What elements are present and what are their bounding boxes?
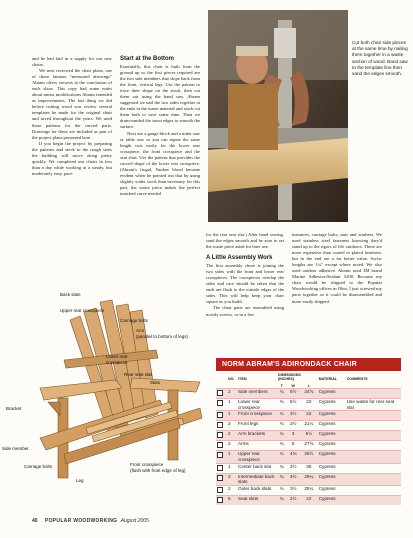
label-bracket: Bracket xyxy=(6,406,22,411)
cell-t: ¾ xyxy=(277,463,286,473)
chair-drawing xyxy=(0,278,210,514)
cell-item: Seat slats xyxy=(237,495,277,505)
checkbox[interactable] xyxy=(216,451,227,463)
cell-no: 2 xyxy=(227,441,237,451)
label-carriage-bolts: Carriage bolts xyxy=(120,318,149,323)
cell-t: ¾ xyxy=(277,431,286,441)
checkbox[interactable] xyxy=(216,485,227,495)
table-row xyxy=(216,431,401,441)
cell-item: Front crosspiece xyxy=(237,411,277,421)
paragraph: and he had laid in a supply for our new chairs. xyxy=(32,56,112,68)
cell-comments xyxy=(346,431,401,441)
col-comments: COMMENTS xyxy=(346,377,368,382)
cell-t: ¾ xyxy=(277,389,286,399)
table-header-row xyxy=(216,371,401,382)
cell-t: ¾ xyxy=(277,473,286,485)
cell-item: Lower rear crosspiece xyxy=(237,399,277,411)
cell-no: 1 xyxy=(227,411,237,421)
checkbox-icon[interactable] xyxy=(217,412,223,418)
checkbox[interactable] xyxy=(216,495,227,505)
label-leg: Leg xyxy=(76,478,84,483)
cell-material: Cypress xyxy=(318,485,346,495)
cell-t: ¾ xyxy=(277,451,286,463)
text-column-2 xyxy=(120,56,200,197)
cell-w: 4¾ xyxy=(286,451,300,463)
chair-exploded-diagram xyxy=(0,278,210,514)
paragraph: for the rear seat slat.) After band sawing, sand the edges smooth and be sure to set the waste piece aside for later use. xyxy=(206,232,284,250)
paragraph: The first assembly chore is joining the two sides with the front and lower rear crosspieces. The crosspieces overlap the sides and care should be taken that the ends are flush to the outside edges of the sides. This will help keep your chair square as you build. xyxy=(206,263,284,305)
cell-l: 34⅝ xyxy=(300,389,318,399)
label-lower-rear: Lower rear xyxy=(106,354,128,359)
cell-l: 22 xyxy=(300,411,318,421)
table-row xyxy=(216,411,401,421)
cell-material: Cypress xyxy=(318,389,346,399)
checkbox-icon[interactable] xyxy=(217,442,223,448)
checkbox[interactable] xyxy=(216,463,227,473)
text-column-4 xyxy=(292,232,382,305)
label-side-member: Side member xyxy=(2,446,29,451)
cell-l: 21¼ xyxy=(300,421,318,431)
cell-no: 2 xyxy=(227,485,237,495)
cell-item: Side members xyxy=(237,389,277,399)
cell-comments xyxy=(346,485,401,495)
cell-no: 1 xyxy=(227,451,237,463)
paragraph: We next reviewed the chair plans, one of those famous “measured drawings” Abram offers viewers at the conclusion of each show. This copy had some notes about minor modifications Abram intended as improvements. The last thing we did before cutting wood was review several templates he made for the original chair and saved throughout the years. We used these patterns for the curved parts. Drawings for these are included as part of the project plans presented here. xyxy=(32,68,112,140)
cell-t: ¾ xyxy=(277,495,286,505)
table-row xyxy=(216,473,401,485)
label-rear-seat-slat: Rear seat slat xyxy=(124,372,152,377)
cell-w: 3½ xyxy=(286,463,300,473)
cell-w: 2½ xyxy=(286,495,300,505)
cell-no: 2 xyxy=(227,421,237,431)
page-number: 40 xyxy=(32,518,38,524)
col-no: NO. xyxy=(228,377,235,382)
cell-material: Cypress xyxy=(318,399,346,411)
issue-date: August 2005 xyxy=(120,518,149,524)
checkbox[interactable] xyxy=(216,399,227,411)
photo-caption: Cut both chair side pieces at the same time by nailing them together in a waste section of wood. Band saw to the template line then sand the edges smooth. xyxy=(352,40,408,77)
cell-comments xyxy=(346,411,401,421)
table-row xyxy=(216,441,401,451)
cell-material: Cypress xyxy=(318,473,346,485)
cell-no: 1 xyxy=(227,399,237,411)
cut-list-table xyxy=(216,371,401,505)
cell-item: Outer back slats xyxy=(237,485,277,495)
cell-t: ¾ xyxy=(277,399,286,411)
label-front-crosspiece-note: (flush with front edge of leg) xyxy=(130,468,186,473)
cell-comments xyxy=(346,451,401,463)
bandsaw-photo xyxy=(208,10,348,222)
cell-l: 22 xyxy=(300,495,318,505)
paragraph: instances, carriage bolts, nuts and washers. We used stainless steel fasteners knowing they'd stand up to the rigors of life outdoors. These are more expensive than coated or plated fasteners, but in the end are a far better value. Screw lengths are 1¼" except where noted. We also used outdoor adhesive. Abram used 3M brand Marine Adhesive/Sealant 5200. Because my chair would be shipped to the Popular Woodworking offices in Ohio, I just screwed my parts together so it could be disassembled and more easily shipped. xyxy=(292,232,382,304)
checkbox-icon[interactable] xyxy=(217,422,223,428)
cell-item: Upper rear crosspiece xyxy=(237,451,277,463)
checkbox[interactable] xyxy=(216,431,227,441)
text-column-1 xyxy=(32,56,112,177)
cell-item: Center back slat xyxy=(237,463,277,473)
label-back-slats: Back slats xyxy=(60,292,81,297)
checkbox-icon[interactable] xyxy=(217,390,223,396)
table-row xyxy=(216,463,401,473)
label-lower-rear-crosspiece: crosspiece xyxy=(106,360,128,365)
paragraph: If you begin the project by preparing the patterns and stock to the rough sizes the building will move along pretty quickly. We completed our chairs in less than a day while working at a steady, but moderately easy, pace. xyxy=(32,140,112,176)
cell-comments xyxy=(346,463,401,473)
text-column-3 xyxy=(206,232,284,318)
cell-comments xyxy=(346,421,401,431)
table-row xyxy=(216,451,401,463)
cell-w: 5½ xyxy=(286,399,300,411)
cell-w: 3½ xyxy=(286,421,300,431)
cell-material: Cypress xyxy=(318,441,346,451)
page-footer xyxy=(32,518,149,524)
cell-l: 35 xyxy=(300,463,318,473)
cell-material: Cypress xyxy=(318,463,346,473)
section-heading: Start at the Bottom xyxy=(120,56,174,62)
cell-material: Cypress xyxy=(318,495,346,505)
table-subheader-row xyxy=(216,382,401,389)
cell-t: ¾ xyxy=(277,411,286,421)
col-item: ITEM xyxy=(238,377,247,382)
cell-w: 5½ xyxy=(286,389,300,399)
checkbox-icon[interactable] xyxy=(217,400,223,406)
col-t: T xyxy=(280,383,283,388)
col-material: MATERIAL xyxy=(318,377,338,382)
section-heading: A Little Assembly Work xyxy=(206,255,273,262)
publication-name: POPULAR WOODWORKING xyxy=(44,518,118,524)
table-row xyxy=(216,495,401,505)
col-l: L xyxy=(307,383,310,388)
cell-no: 2 xyxy=(227,389,237,399)
checkbox-icon[interactable] xyxy=(217,475,223,481)
cell-material: Cypress xyxy=(318,431,346,441)
cell-l: 26½ xyxy=(300,451,318,463)
checkbox[interactable] xyxy=(216,441,227,451)
cell-t: ¾ xyxy=(277,485,286,495)
cell-l: 22 xyxy=(300,399,318,411)
photo-illustration xyxy=(208,10,348,222)
label-front-crosspiece: Front crosspiece xyxy=(130,462,164,467)
cell-w: 3 xyxy=(286,431,300,441)
cut-list xyxy=(216,358,401,505)
cell-t: ¾ xyxy=(277,441,286,451)
checkbox-icon[interactable] xyxy=(217,497,223,503)
col-w: W xyxy=(291,383,295,388)
cell-l: 6½ xyxy=(300,431,318,441)
cell-comments xyxy=(346,495,401,505)
label-upper-rear-crosspiece: Upper rear crosspiece xyxy=(60,308,105,313)
cell-material: Cypress xyxy=(318,421,346,431)
cut-list-title: NORM ABRAM'S ADIRONDACK CHAIR xyxy=(216,358,401,371)
paragraph: The chair parts are assembled using mostly screws, or in a few xyxy=(206,305,284,317)
checkbox[interactable] xyxy=(216,473,227,485)
label-carriage-bolts-lower: Carriage bolts xyxy=(24,464,53,469)
cell-no: 2 xyxy=(227,473,237,485)
cell-comments xyxy=(346,473,401,485)
cell-item: Arms xyxy=(237,441,277,451)
label-arm: Arm xyxy=(136,328,145,333)
paragraph: Essentially, this chair is built from the ground up so the first pieces required are the two side members that slope back from the front, vertical legs. Use the pattern to trace their shape on the stock, then cut them out using the band saw. Abram suggested we nail the two sides together at the ends in the waste material and stack cut them both to save some time. Then we drum-sanded the sawn edges to smooth the surface. xyxy=(120,64,200,130)
checkbox-icon[interactable] xyxy=(217,465,223,471)
cell-item: Arm brackets xyxy=(237,431,277,441)
checkbox-icon[interactable] xyxy=(217,452,223,458)
cell-no: 1 xyxy=(227,463,237,473)
table-row xyxy=(216,421,401,431)
cell-l: 27⅝ xyxy=(300,441,318,451)
cell-l: 29¾ xyxy=(300,473,318,485)
col-dimensions: DIMENSIONS (INCHES) xyxy=(278,373,301,382)
cell-no: 2 xyxy=(227,431,237,441)
cell-w: 3½ xyxy=(286,411,300,421)
cell-comments xyxy=(346,441,401,451)
cell-l: 25¼ xyxy=(300,485,318,495)
cell-comments: Use waste for rear seat slat xyxy=(346,399,401,411)
cell-material: Cypress xyxy=(318,411,346,421)
checkbox-icon[interactable] xyxy=(217,432,223,438)
cell-item: Intermediate back slats xyxy=(237,473,277,485)
checkbox-icon[interactable] xyxy=(217,487,223,493)
table-row xyxy=(216,389,401,399)
cell-no: 5 xyxy=(227,495,237,505)
table-row xyxy=(216,399,401,411)
cell-w: 3½ xyxy=(286,485,300,495)
cell-t: ¾ xyxy=(277,421,286,431)
cell-comments xyxy=(346,389,401,399)
checkbox[interactable] xyxy=(216,389,227,399)
cell-material: Cypress xyxy=(318,451,346,463)
label-arm-note: (parallel to bottom of legs) xyxy=(136,334,189,339)
paragraph: Next use a gauge block and a miter saw or table saw so you can repeat the same length cuts easily for the lower rear crosspiece, the front crosspiece and the seat slats. Use the pattern that provides the curved shape of the lower rear crosspiece. (Abram's frugal, Yankee blood became evident when he pointed out that by using slightly wider stock than necessary for this part, the waste piece makes the perfect matched curve needed xyxy=(120,130,200,196)
cell-w: 3½ xyxy=(286,473,300,485)
checkbox[interactable] xyxy=(216,421,227,431)
cell-item: Front legs xyxy=(237,421,277,431)
label-slats: Slats xyxy=(150,380,161,385)
table-row xyxy=(216,485,401,495)
checkbox[interactable] xyxy=(216,411,227,421)
cell-w: 5 xyxy=(286,441,300,451)
